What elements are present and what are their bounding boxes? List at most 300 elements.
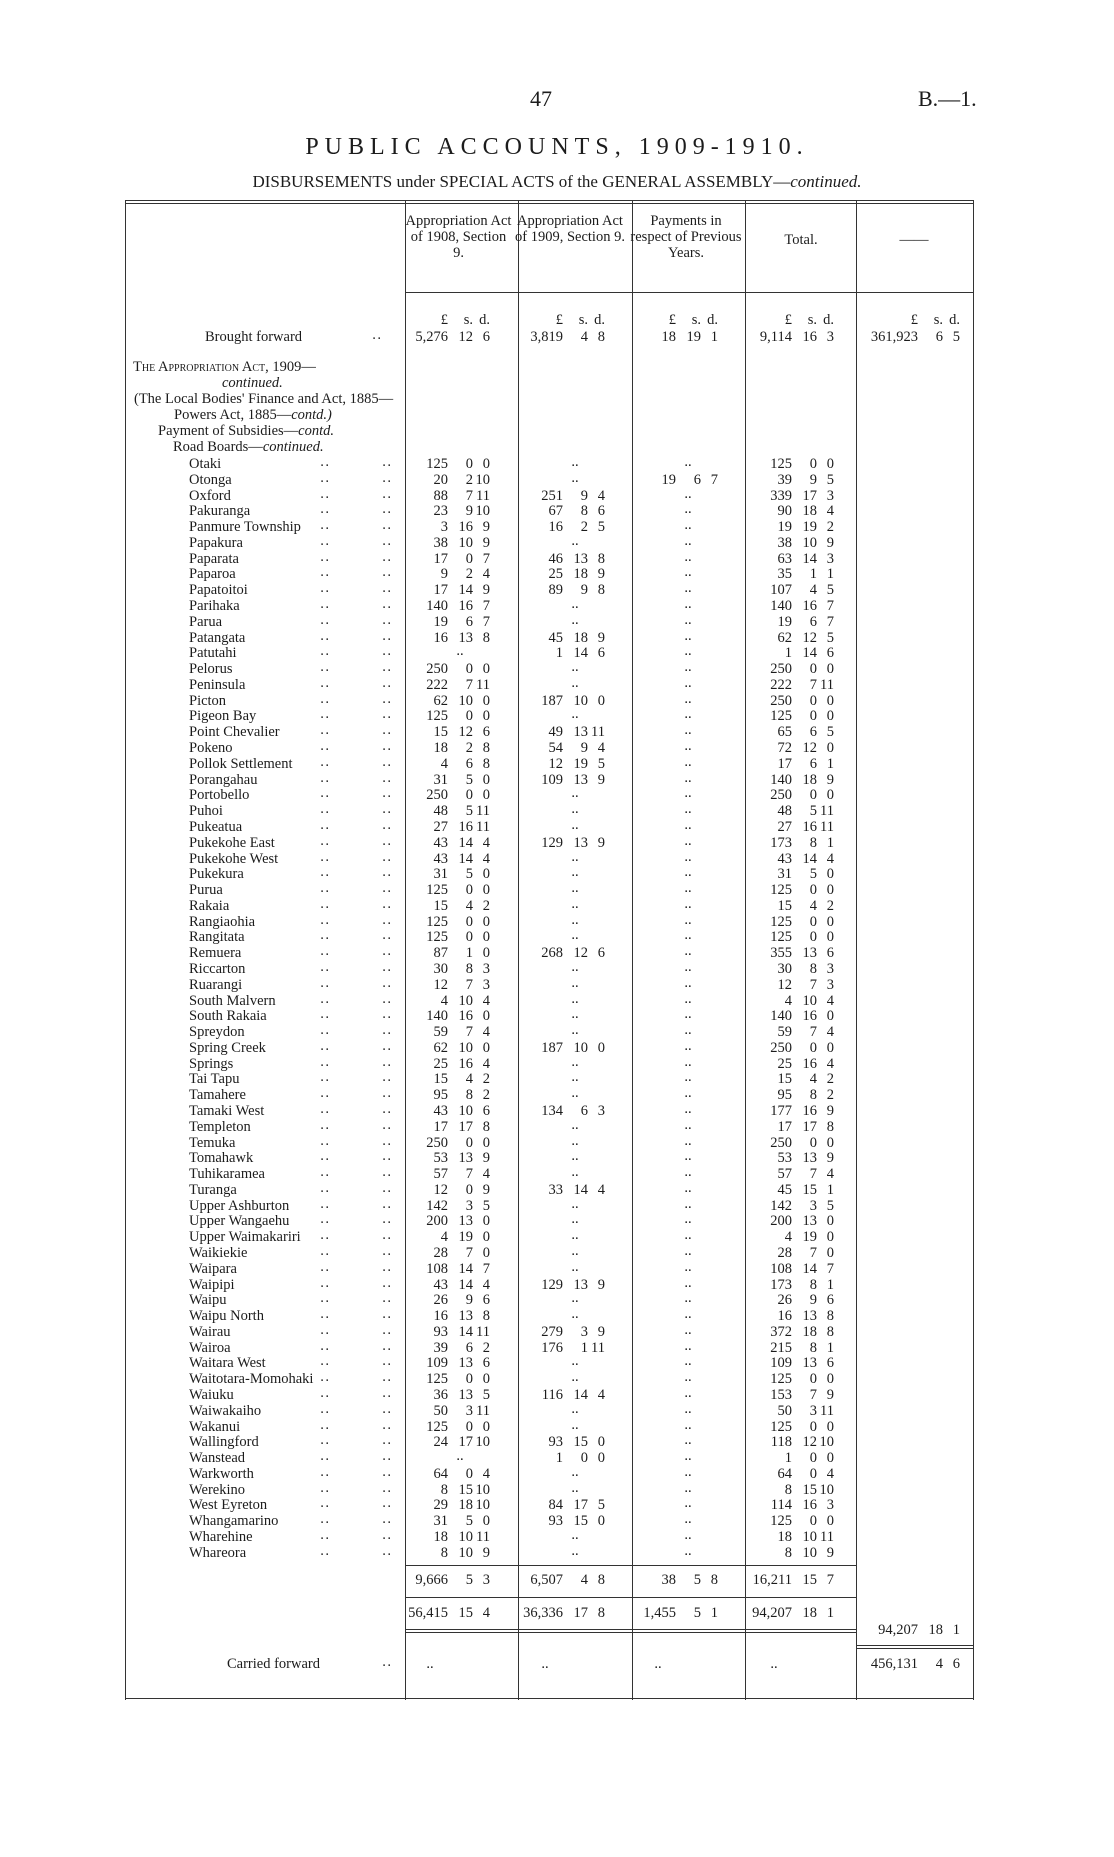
row-1909-pounds: 187 bbox=[541, 693, 563, 709]
row-1909-shillings: 18 bbox=[573, 566, 588, 582]
leader-dots: .. bbox=[320, 1165, 331, 1180]
leader-dots: .. bbox=[320, 944, 331, 959]
row-1909-nil: .. bbox=[571, 849, 579, 865]
row-1908-shillings: 14 bbox=[458, 835, 473, 851]
row-1908-pounds: 93 bbox=[433, 1324, 448, 1340]
row-1909-pounds: 67 bbox=[548, 503, 563, 519]
row-1908-pounds: 62 bbox=[433, 693, 448, 709]
row-total-shillings: 15 bbox=[802, 1182, 817, 1198]
subtotal-1908-shillings: 5 bbox=[465, 1572, 473, 1588]
row-total-pounds: 173 bbox=[770, 1277, 792, 1293]
row-1908-shillings: 0 bbox=[465, 708, 473, 724]
rule bbox=[405, 1597, 856, 1598]
row-1909-pence: 0 bbox=[597, 1450, 605, 1466]
row-total-pence: 10 bbox=[819, 1482, 834, 1498]
row-1908-pence: 0 bbox=[482, 1040, 490, 1056]
leader-dots: .. bbox=[382, 1276, 393, 1291]
row-previous-nil: .. bbox=[684, 880, 692, 896]
row-1908-pounds: 27 bbox=[433, 819, 448, 835]
row-1908-pounds: 25 bbox=[433, 1056, 448, 1072]
row-1908-pence: 2 bbox=[482, 1340, 490, 1356]
row-total-pounds: 57 bbox=[777, 1166, 792, 1182]
row-total-shillings: 10 bbox=[802, 993, 817, 1009]
row-1908-shillings: 13 bbox=[458, 630, 473, 646]
row-total-pence: 4 bbox=[826, 993, 834, 1009]
leader-dots: .. bbox=[320, 1354, 331, 1369]
leader-dots: .. bbox=[382, 976, 393, 991]
row-total-shillings: 0 bbox=[809, 882, 817, 898]
row-1908-pence: 4 bbox=[482, 851, 490, 867]
leader-dots: .. bbox=[382, 1023, 393, 1038]
row-1908-shillings: 10 bbox=[458, 993, 473, 1009]
row-1909-nil: .. bbox=[571, 1196, 579, 1212]
row-previous-nil: .. bbox=[684, 675, 692, 691]
row-total-shillings: 8 bbox=[809, 1087, 817, 1103]
local-bodies-title-2: Powers Act, 1885— bbox=[174, 407, 292, 423]
row-1909-pounds: 251 bbox=[541, 488, 563, 504]
row-1909-pounds: 16 bbox=[548, 519, 563, 535]
row-1908-shillings: 14 bbox=[458, 582, 473, 598]
row-1909-pence: 3 bbox=[597, 1103, 605, 1119]
row-total-pence: 1 bbox=[826, 1182, 834, 1198]
row-1908-pounds: 17 bbox=[433, 582, 448, 598]
row-1908-shillings: 8 bbox=[465, 961, 473, 977]
row-previous-nil: .. bbox=[684, 722, 692, 738]
row-1908-shillings: 7 bbox=[465, 488, 473, 504]
leader-dots: .. bbox=[382, 723, 393, 738]
row-name: Werekino bbox=[189, 1482, 246, 1498]
row-total-pence: 7 bbox=[826, 1261, 834, 1277]
row-1909-shillings: 0 bbox=[580, 1450, 588, 1466]
row-total-shillings: 0 bbox=[809, 1040, 817, 1056]
row-total-pence: 9 bbox=[826, 1545, 834, 1561]
row-previous-nil: .. bbox=[684, 643, 692, 659]
leader-dots: .. bbox=[320, 1070, 331, 1085]
row-1908-pence: 8 bbox=[482, 740, 490, 756]
leader-dots: .. bbox=[320, 1291, 331, 1306]
leader-dots: .. bbox=[320, 1386, 331, 1401]
leader-dots: .. bbox=[382, 1465, 393, 1480]
row-total-pounds: 8 bbox=[784, 1545, 792, 1561]
row-previous-nil: .. bbox=[684, 1196, 692, 1212]
row-total-pence: 10 bbox=[819, 1434, 834, 1450]
row-1909-nil: .. bbox=[571, 706, 579, 722]
row-1908-pounds: 125 bbox=[426, 1371, 448, 1387]
row-total-pence: 8 bbox=[826, 1308, 834, 1324]
row-total-pence: 5 bbox=[826, 1198, 834, 1214]
row-total-shillings: 15 bbox=[802, 1482, 817, 1498]
rule bbox=[405, 292, 973, 293]
row-previous-nil: .. bbox=[684, 533, 692, 549]
leader-dots: .. bbox=[320, 707, 331, 722]
row-1909-pounds: 49 bbox=[548, 724, 563, 740]
row-1908-pounds: 23 bbox=[433, 503, 448, 519]
row-1909-pounds: 279 bbox=[541, 1324, 563, 1340]
row-1908-pounds: 57 bbox=[433, 1166, 448, 1182]
leader-dots: .. bbox=[382, 613, 393, 628]
row-name: Spreydon bbox=[189, 1024, 245, 1040]
leader-dots: .. bbox=[382, 1086, 393, 1101]
row-1908-pence: 4 bbox=[482, 1466, 490, 1482]
row-total-pence: 0 bbox=[826, 914, 834, 930]
cumulative-1909-pence: 8 bbox=[597, 1605, 605, 1621]
column-header-1: Appropriation Act of 1908, Section 9. bbox=[405, 213, 512, 261]
row-1908-pounds: 38 bbox=[433, 535, 448, 551]
column-rule bbox=[973, 200, 974, 1700]
row-1908-pence: 11 bbox=[476, 677, 490, 693]
row-1909-shillings: 13 bbox=[573, 772, 588, 788]
row-total-shillings: 9 bbox=[809, 1292, 817, 1308]
row-name: Pollok Settlement bbox=[189, 756, 293, 772]
leader-dots: .. bbox=[320, 1496, 331, 1511]
row-1908-shillings: 10 bbox=[458, 1103, 473, 1119]
row-total-pounds: 125 bbox=[770, 1513, 792, 1529]
row-1909-pounds: 54 bbox=[548, 740, 563, 756]
row-1908-shillings: 16 bbox=[458, 819, 473, 835]
row-total-pounds: 355 bbox=[770, 945, 792, 961]
subtotal-total-pence: 7 bbox=[826, 1572, 834, 1588]
leader-dots: .. bbox=[320, 865, 331, 880]
row-1909-shillings: 15 bbox=[573, 1513, 588, 1529]
row-1908-pounds: 12 bbox=[433, 1182, 448, 1198]
row-total-pounds: 125 bbox=[770, 1419, 792, 1435]
row-total-pence: 11 bbox=[820, 677, 834, 693]
row-1908-pence: 0 bbox=[482, 787, 490, 803]
row-1908-pounds: 59 bbox=[433, 1024, 448, 1040]
subsidies-cont: contd. bbox=[298, 423, 335, 439]
row-total-shillings: 0 bbox=[809, 787, 817, 803]
row-total-pounds: 19 bbox=[777, 614, 792, 630]
row-total-pounds: 43 bbox=[777, 851, 792, 867]
leader-dots: .. bbox=[320, 487, 331, 502]
row-1908-pounds: 125 bbox=[426, 929, 448, 945]
row-1908-shillings: 14 bbox=[458, 1277, 473, 1293]
leader-dots: .. bbox=[320, 1433, 331, 1448]
row-previous-nil: .. bbox=[684, 1543, 692, 1559]
row-1908-pence: 5 bbox=[482, 1198, 490, 1214]
leader-dots: .. bbox=[382, 1244, 393, 1259]
row-1908-pence: 4 bbox=[482, 1166, 490, 1182]
row-total-pounds: 31 bbox=[777, 866, 792, 882]
bf-1909-shillings: 4 bbox=[580, 329, 588, 345]
row-total-pence: 5 bbox=[826, 630, 834, 646]
section-act bbox=[133, 359, 316, 375]
row-previous-nil: .. bbox=[684, 1227, 692, 1243]
row-1909-shillings: 2 bbox=[580, 519, 588, 535]
row-1909-nil: .. bbox=[571, 1543, 579, 1559]
page-number: 47 bbox=[530, 86, 552, 111]
leader-dots: .. bbox=[320, 629, 331, 644]
row-1908-shillings: 8 bbox=[465, 1087, 473, 1103]
row-name: Otaki bbox=[189, 456, 222, 472]
row-1909-pounds: 176 bbox=[541, 1340, 563, 1356]
row-1909-nil: .. bbox=[571, 1022, 579, 1038]
subtotal-previous-pence: 8 bbox=[710, 1572, 718, 1588]
row-previous-nil: .. bbox=[684, 927, 692, 943]
leader-dots: .. bbox=[382, 1070, 393, 1085]
row-1908-pounds: 50 bbox=[433, 1403, 448, 1419]
row-total-pounds: 140 bbox=[770, 1008, 792, 1024]
row-total-pence: 9 bbox=[826, 1387, 834, 1403]
row-1909-pence: 9 bbox=[597, 772, 605, 788]
row-name: Waitara West bbox=[189, 1355, 266, 1371]
rule bbox=[856, 1648, 973, 1649]
row-previous-nil: .. bbox=[684, 1133, 692, 1149]
unit-label: s. bbox=[933, 312, 943, 328]
row-1908-shillings: 5 bbox=[465, 866, 473, 882]
row-total-pounds: 28 bbox=[777, 1245, 792, 1261]
row-total-pence: 0 bbox=[826, 882, 834, 898]
row-1909-nil: .. bbox=[571, 470, 579, 486]
row-total-shillings: 0 bbox=[809, 661, 817, 677]
leader-dots: .. bbox=[382, 1402, 393, 1417]
row-name: Turanga bbox=[189, 1182, 237, 1198]
leader-dots: .. bbox=[382, 1528, 393, 1543]
row-total-pence: 0 bbox=[826, 1008, 834, 1024]
row-total-pence: 1 bbox=[826, 835, 834, 851]
row-1908-shillings: 10 bbox=[458, 535, 473, 551]
row-total-pounds: 15 bbox=[777, 898, 792, 914]
row-1909-pounds: 1 bbox=[555, 645, 563, 661]
bf-1908-pounds: 5,276 bbox=[415, 329, 448, 345]
bf-1908-pence: 6 bbox=[482, 329, 490, 345]
row-1908-shillings: 10 bbox=[458, 1529, 473, 1545]
row-name: Wallingford bbox=[189, 1434, 259, 1450]
row-1909-pence: 0 bbox=[597, 1434, 605, 1450]
row-total-pounds: 15 bbox=[777, 1071, 792, 1087]
row-1909-pence: 11 bbox=[591, 724, 605, 740]
row-total-pence: 3 bbox=[826, 977, 834, 993]
row-1908-shillings: 0 bbox=[465, 1135, 473, 1151]
row-1908-pence: 2 bbox=[482, 1087, 490, 1103]
row-1909-nil: .. bbox=[571, 1417, 579, 1433]
bf-total-shillings: 16 bbox=[802, 329, 817, 345]
row-total-pounds: 215 bbox=[770, 1340, 792, 1356]
row-1908-shillings: 0 bbox=[465, 929, 473, 945]
row-1908-shillings: 17 bbox=[458, 1434, 473, 1450]
row-total-shillings: 8 bbox=[809, 961, 817, 977]
leader-dots: .. bbox=[382, 1323, 393, 1338]
row-1908-shillings: 10 bbox=[458, 1545, 473, 1561]
carried-total-pence: 1 bbox=[952, 1622, 960, 1638]
cumulative-1908-pence: 4 bbox=[482, 1605, 490, 1621]
leader-dots: .. bbox=[382, 1544, 393, 1559]
row-total-shillings: 13 bbox=[802, 1150, 817, 1166]
row-total-pounds: 16 bbox=[777, 1308, 792, 1324]
row-1908-pounds: 19 bbox=[433, 614, 448, 630]
row-total-pence: 0 bbox=[826, 929, 834, 945]
row-total-shillings: 5 bbox=[809, 866, 817, 882]
unit-label: £ bbox=[910, 312, 918, 328]
row-total-pence: 0 bbox=[826, 661, 834, 677]
row-total-pence: 9 bbox=[826, 772, 834, 788]
row-total-pounds: 48 bbox=[777, 803, 792, 819]
row-previous-nil: .. bbox=[684, 975, 692, 991]
subtitle-main: DISBURSEMENTS under SPECIAL ACTS of the GENERAL ASSEMBLY— bbox=[252, 172, 791, 191]
row-1908-pence: 8 bbox=[482, 1119, 490, 1135]
row-1908-pence: 9 bbox=[482, 519, 490, 535]
row-1908-pence: 0 bbox=[482, 708, 490, 724]
row-total-pounds: 125 bbox=[770, 929, 792, 945]
row-1909-pounds: 134 bbox=[541, 1103, 563, 1119]
row-1908-shillings: 14 bbox=[458, 1324, 473, 1340]
leader-dots: .. bbox=[382, 818, 393, 833]
row-previous-nil: .. bbox=[684, 833, 692, 849]
row-1908-pounds: 125 bbox=[426, 708, 448, 724]
row-1908-pence: 0 bbox=[482, 1008, 490, 1024]
leader-dots: .. bbox=[382, 502, 393, 517]
row-name: Waitotara-Momohaki bbox=[189, 1371, 314, 1387]
column-header-2: Appropriation Act of 1909, Section 9. bbox=[515, 213, 625, 245]
row-1908-pounds: 87 bbox=[433, 945, 448, 961]
row-total-shillings: 4 bbox=[809, 1071, 817, 1087]
row-1908-pounds: 24 bbox=[433, 1434, 448, 1450]
road-boards-cont: continued. bbox=[262, 439, 324, 455]
leader-dots: .. bbox=[320, 613, 331, 628]
row-1908-pounds: 125 bbox=[426, 456, 448, 472]
leader-dots: .. bbox=[382, 1197, 393, 1212]
row-1909-pence: 8 bbox=[597, 582, 605, 598]
leader-dots: .. bbox=[320, 1418, 331, 1433]
row-total-pounds: 8 bbox=[784, 1482, 792, 1498]
row-name: Portobello bbox=[189, 787, 250, 803]
row-total-pounds: 62 bbox=[777, 630, 792, 646]
row-1908-pounds: 3 bbox=[440, 519, 448, 535]
row-1909-pence: 4 bbox=[597, 1182, 605, 1198]
row-1909-pounds: 84 bbox=[548, 1497, 563, 1513]
row-name: Wairoa bbox=[189, 1340, 231, 1356]
leader-dots: .. bbox=[382, 1481, 393, 1496]
row-1908-shillings: 13 bbox=[458, 1150, 473, 1166]
row-1909-pounds: 129 bbox=[541, 1277, 563, 1293]
row-name: Pakuranga bbox=[189, 503, 251, 519]
leader-dots: .. bbox=[320, 1481, 331, 1496]
row-1908-pounds: 26 bbox=[433, 1292, 448, 1308]
row-total-shillings: 6 bbox=[809, 756, 817, 772]
leader-dots: .. bbox=[382, 1291, 393, 1306]
leader-dots: .. bbox=[382, 1260, 393, 1275]
row-total-pounds: 64 bbox=[777, 1466, 792, 1482]
row-1908-pounds: 250 bbox=[426, 1135, 448, 1151]
row-1908-pence: 7 bbox=[482, 551, 490, 567]
row-1909-nil: .. bbox=[571, 1006, 579, 1022]
cf-grand-pence: 6 bbox=[952, 1656, 960, 1672]
row-1908-pounds: 125 bbox=[426, 914, 448, 930]
row-total-shillings: 0 bbox=[809, 1513, 817, 1529]
row-total-shillings: 17 bbox=[802, 488, 817, 504]
row-1909-nil: .. bbox=[571, 927, 579, 943]
leader-dots: .. bbox=[382, 771, 393, 786]
row-1908-shillings: 15 bbox=[458, 1482, 473, 1498]
row-total-shillings: 17 bbox=[802, 1119, 817, 1135]
leader-dots: .. bbox=[320, 723, 331, 738]
unit-label: £ bbox=[440, 312, 448, 328]
row-total-shillings: 1 bbox=[809, 566, 817, 582]
row-total-pounds: 30 bbox=[777, 961, 792, 977]
row-previous-nil: .. bbox=[684, 1338, 692, 1354]
row-total-shillings: 19 bbox=[802, 519, 817, 535]
leader-dots: .. bbox=[320, 502, 331, 517]
row-1909-nil: .. bbox=[571, 1353, 579, 1369]
row-previous-pounds: 19 bbox=[661, 472, 676, 488]
bf-previous-pence: 1 bbox=[710, 329, 718, 345]
row-1909-shillings: 19 bbox=[573, 756, 588, 772]
row-name: Paparata bbox=[189, 551, 239, 567]
row-name: Panmure Township bbox=[189, 519, 301, 535]
row-1908-pounds: 250 bbox=[426, 787, 448, 803]
row-total-pounds: 200 bbox=[770, 1213, 792, 1229]
row-previous-nil: .. bbox=[684, 1101, 692, 1117]
row-1909-shillings: 9 bbox=[580, 582, 588, 598]
row-name: Wanstead bbox=[189, 1450, 246, 1466]
row-previous-nil: .. bbox=[684, 706, 692, 722]
row-total-pence: 4 bbox=[826, 1166, 834, 1182]
row-total-pence: 0 bbox=[826, 1245, 834, 1261]
row-total-pence: 3 bbox=[826, 551, 834, 567]
row-name: Pukeatua bbox=[189, 819, 243, 835]
row-total-shillings: 16 bbox=[802, 819, 817, 835]
row-total-shillings: 0 bbox=[809, 1371, 817, 1387]
row-previous-nil: .. bbox=[684, 1527, 692, 1543]
row-1909-pounds: 187 bbox=[541, 1040, 563, 1056]
row-1909-nil: .. bbox=[571, 1117, 579, 1133]
row-previous-nil: .. bbox=[684, 1275, 692, 1291]
row-1908-pounds: 53 bbox=[433, 1150, 448, 1166]
row-name: Peninsula bbox=[189, 677, 246, 693]
row-1909-nil: .. bbox=[571, 817, 579, 833]
row-total-shillings: 0 bbox=[809, 1450, 817, 1466]
leader-dots: .. bbox=[382, 897, 393, 912]
row-name: Remuera bbox=[189, 945, 242, 961]
leader-dots: .. bbox=[320, 834, 331, 849]
row-1908-pence: 11 bbox=[476, 488, 490, 504]
leader-dots: .. bbox=[382, 1339, 393, 1354]
column-rule bbox=[856, 200, 857, 1700]
row-1908-shillings: 19 bbox=[458, 1229, 473, 1245]
row-1909-pence: 9 bbox=[597, 1277, 605, 1293]
row-1909-shillings: 17 bbox=[573, 1497, 588, 1513]
row-1908-shillings: 10 bbox=[458, 1040, 473, 1056]
row-1908-shillings: 5 bbox=[465, 772, 473, 788]
row-total-pounds: 250 bbox=[770, 693, 792, 709]
row-name: Waipipi bbox=[189, 1277, 235, 1293]
row-1908-pounds: 16 bbox=[433, 630, 448, 646]
row-1909-pounds: 45 bbox=[548, 630, 563, 646]
row-1909-shillings: 10 bbox=[573, 1040, 588, 1056]
row-1908-pounds: 250 bbox=[426, 661, 448, 677]
row-total-pounds: 125 bbox=[770, 1371, 792, 1387]
row-total-pounds: 72 bbox=[777, 740, 792, 756]
row-previous-nil: .. bbox=[684, 659, 692, 675]
row-total-pence: 4 bbox=[826, 503, 834, 519]
row-1909-nil: .. bbox=[571, 1401, 579, 1417]
row-1908-pounds: 109 bbox=[426, 1355, 448, 1371]
row-1908-shillings: 0 bbox=[465, 787, 473, 803]
row-1908-shillings: 2 bbox=[465, 566, 473, 582]
leader-dots: .. bbox=[382, 534, 393, 549]
row-1909-nil: .. bbox=[571, 596, 579, 612]
row-1908-pence: 10 bbox=[475, 503, 490, 519]
row-1909-nil: .. bbox=[571, 912, 579, 928]
row-1908-shillings: 17 bbox=[458, 1119, 473, 1135]
row-previous-nil: .. bbox=[684, 1148, 692, 1164]
row-1909-nil: .. bbox=[571, 612, 579, 628]
document-reference: B.—1. bbox=[918, 86, 977, 111]
row-1908-shillings: 7 bbox=[465, 677, 473, 693]
row-1908-pounds: 43 bbox=[433, 1277, 448, 1293]
row-1908-shillings: 14 bbox=[458, 851, 473, 867]
row-total-pounds: 153 bbox=[770, 1387, 792, 1403]
